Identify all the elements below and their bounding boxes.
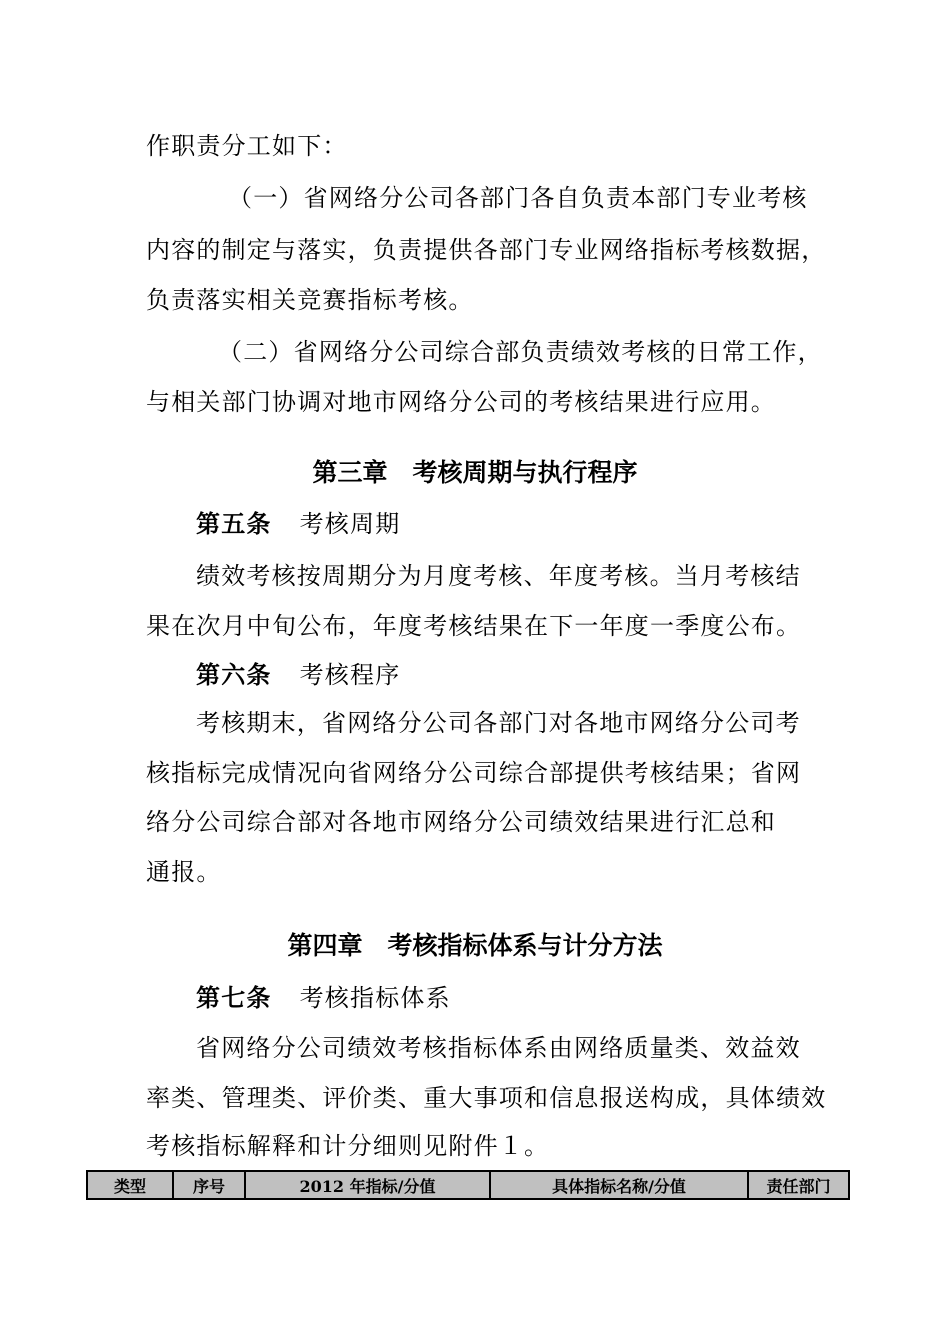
paragraph-line: 络分公司综合部对各地市网络分公司绩效结果进行汇总和	[146, 808, 776, 836]
article-number: 第七条	[196, 983, 272, 1012]
article-title: 考核指标体系	[299, 984, 451, 1012]
column-header-number: 序号	[173, 1171, 245, 1199]
column-header-department: 责任部门	[748, 1171, 849, 1199]
paragraph-line: 考核期末，省网络分公司各部门对各地市网络分公司考	[196, 709, 801, 737]
paragraph-line: 负责落实相关竞赛指标考核。	[146, 286, 474, 314]
paragraph-line: （二）省网络分公司综合部负责绩效考核的日常工作，	[218, 338, 823, 366]
paragraph-line: 核指标完成情况向省网络分公司综合部提供考核结果；省网	[146, 759, 802, 787]
paragraph-line: 内容的制定与落实，负责提供各部门专业网络指标考核数据，	[146, 236, 827, 264]
paragraph-line: 作职责分工如下：	[146, 132, 348, 160]
article-number: 第六条	[196, 660, 272, 689]
article-number: 第五条	[196, 509, 272, 538]
table-header-row	[87, 1171, 849, 1199]
column-header-type: 类型	[87, 1171, 173, 1199]
column-header-2012-indicator: 2012 年指标/分值	[245, 1171, 490, 1199]
column-header-indicator-name: 具体指标名称/分值	[490, 1171, 748, 1199]
paragraph-line: 与相关部门协调对地市网络分公司的考核结果进行应用。	[146, 388, 776, 416]
paragraph-line: 绩效考核按周期分为月度考核、年度考核。当月考核结	[196, 562, 801, 590]
paragraph-line: 通报。	[146, 858, 222, 886]
article-title: 考核周期	[299, 510, 401, 538]
indicator-table	[86, 1170, 850, 1200]
article-seven-heading	[196, 983, 451, 1013]
article-title: 考核程序	[299, 661, 401, 689]
chapter-three-heading: 第三章 考核周期与执行程序	[312, 458, 638, 487]
paragraph-line: （一）省网络分公司各部门各自负责本部门专业考核	[228, 184, 808, 212]
paragraph-line: 考核指标解释和计分细则见附件１。	[146, 1132, 550, 1160]
chapter-four-heading: 第四章 考核指标体系与计分方法	[287, 931, 663, 960]
article-six-heading	[196, 660, 400, 690]
article-five-heading	[196, 509, 400, 539]
paragraph-line: 省网络分公司绩效考核指标体系由网络质量类、效益效	[196, 1034, 801, 1062]
paragraph-line: 率类、管理类、评价类、重大事项和信息报送构成，具体绩效	[146, 1084, 827, 1112]
paragraph-line: 果在次月中旬公布，年度考核结果在下一年度一季度公布。	[146, 612, 802, 640]
